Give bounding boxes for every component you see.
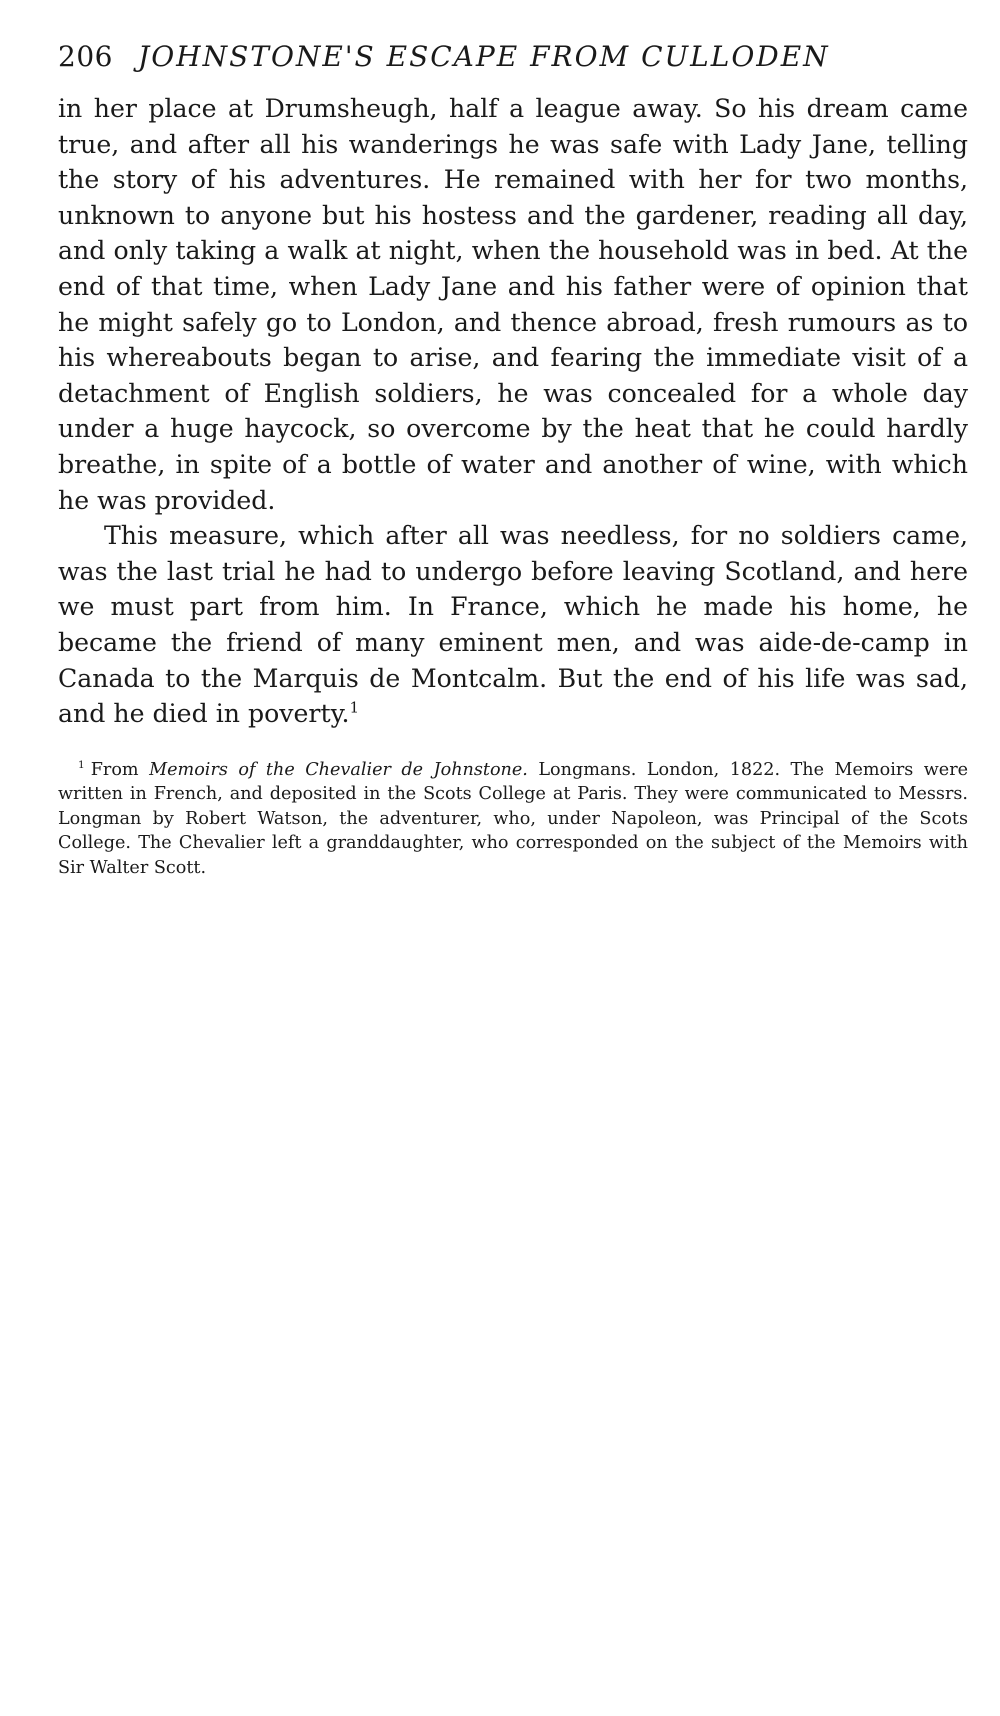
footnote-text: Longmans. London, 1822. The Memoirs were written in French, and deposited in the Scots College at Paris. They were communicated to Messrs. Longman by Robert Watson, the adventurer, who, under Napoleon, was Principal of the Scots College. The Chevalier left a granddaughter, who corresponded on the subject of the Memoirs with Sir Walter Scott. (58, 759, 969, 879)
footnote-marker: 1 (78, 758, 85, 771)
body-paragraph-1 (58, 91, 968, 518)
running-head (58, 40, 968, 73)
body-paragraph-2 (58, 518, 968, 732)
footnote (58, 758, 968, 881)
paragraph-1-text: in her place at Drumsheugh, half a league away. So his dream came true, and after all his wanderings he was safe with Lady Jane, telling the story of his adventures. He remained with her for two months, unknown to anyone but his hostess and the gardener, reading all day, and only taking a walk at night, when the household was in bed. At the end of that time, when Lady Jane and his father were of opinion that he might safely go to London, and thence abroad, fresh rumours as to his whereabouts began to arise, and fearing the immediate visit of a detachment of English soldiers, he was concealed for a whole day under a huge haycock, so overcome by the heat that he could hardly breathe, in spite of a bottle of water and another of wine, with which he was provided. (58, 94, 968, 515)
footnote-reference[interactable]: 1 (349, 698, 360, 717)
footnote-lead: From (90, 759, 139, 780)
page-number: 206 (58, 40, 113, 73)
footnote-work-title: Memoirs of the Chevalier de Johnstone. (149, 759, 528, 780)
book-page (58, 40, 968, 898)
running-title: JOHNSTONE'S ESCAPE FROM CULLODEN (138, 40, 830, 73)
paragraph-2-text: This measure, which after all was needless, for no soldiers came, was the last trial he had to undergo before leaving Scotland, and here we must part from him. In France, which he made his home, he became the friend of many eminent men, and was aide-de-camp in Canada to the Marquis de Montcalm. But the end of his life was sad, and he died in poverty. (58, 521, 968, 729)
